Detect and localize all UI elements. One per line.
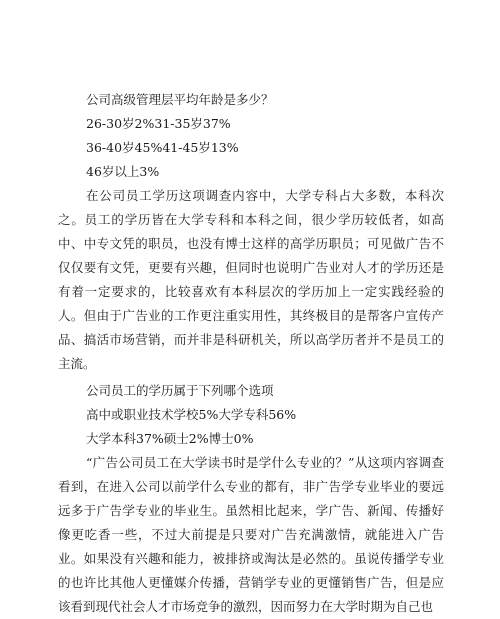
survey1-option-1: 26-30岁2%31-35岁37%	[86, 116, 231, 131]
paragraph-education: 在公司员工学历这项调查内容中，大学专科占大多数，本科次之。员工的学历皆在大学专科和本科之间，很少学历较低者，如高中、中专文凭的职员，也没有博士这样的高学历职员；可见做广告不仅仅要有文凭，更要有兴趣，但同时也说明广告业对人才的学历还是有着一定要求的，比较喜欢有本科层次的学历加上一定实践经验的人。但由于广告业的工作更注重实用性，其终极目的是帮客户宣传产品、搞活市场营销，而并非是科研机关，所以高学历者并不是员工的主流。	[58, 188, 444, 371]
paragraph-major: “广告公司员工在大学读书时是学什么专业的？”从这项内容调查看到，在进入公司以前学什么专业的都有，非广告学专业毕业的要远远多于广告学专业的毕业生。虽然相比起来，学广告、新闻、传播好像更吃香一些，不过大前提是只要对广告充满激情，就能进入广告业。如果没有兴趣和能力，被排挤或淘汰是必然的。虽说传播学专业的也许比其他人更懂媒介传播，营销学专业的更懂销售广告，但是应该看到现代社会人才市场竞争的激烈，因而努力在大学时期为自己也	[58, 455, 444, 614]
survey2-option-1: 高中或职业技术学校5%大学专科56%	[86, 407, 297, 422]
survey2-question: 公司员工的学历属于下列哪个选项	[86, 383, 274, 398]
survey1-option-3: 46岁以上3%	[86, 164, 160, 179]
survey1-option-2: 36-40岁45%41-45岁13%	[86, 140, 239, 155]
document-body	[58, 88, 444, 619]
survey2-option-2: 大学本科37%硕士2%博士0%	[86, 431, 254, 446]
survey1-question: 公司高级管理层平均年龄是多少？	[86, 92, 274, 107]
